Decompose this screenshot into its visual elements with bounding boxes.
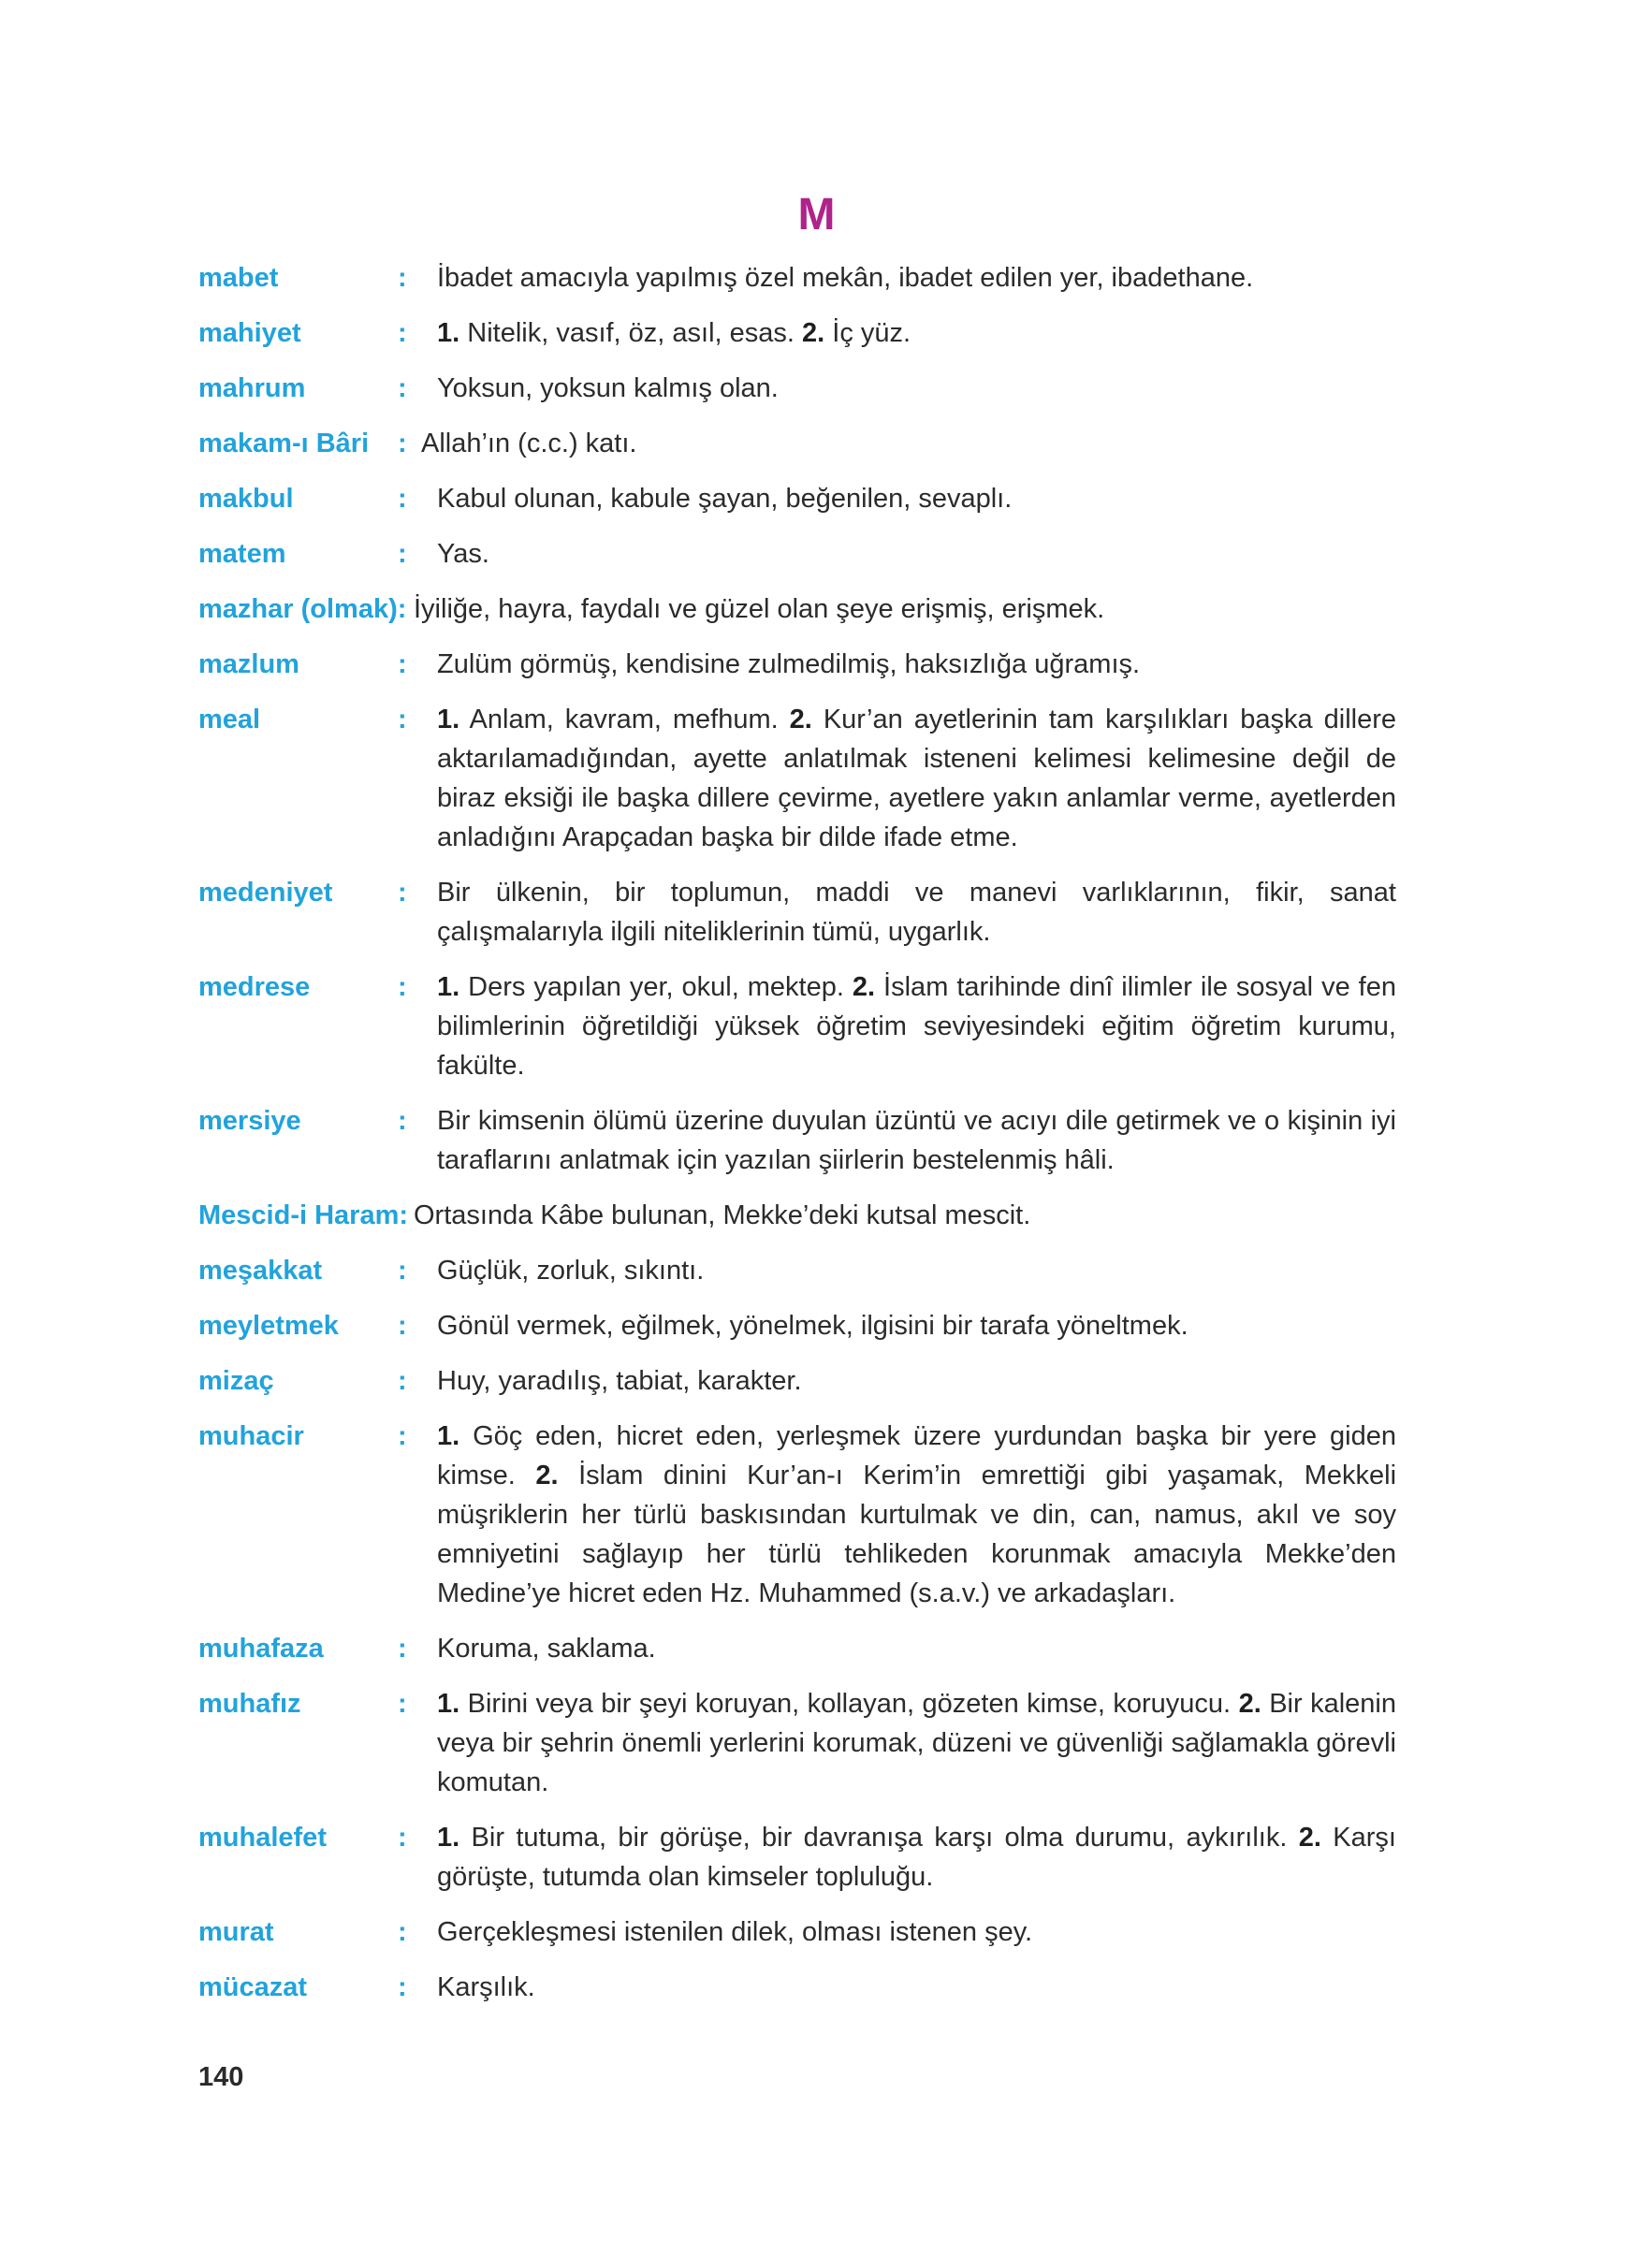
sense-number: 2. bbox=[1238, 1689, 1261, 1719]
definition-text: Gerçekleşmesi istenilen dilek, olması istenen şey. bbox=[437, 1917, 1033, 1947]
definition-text: Karşılık. bbox=[437, 1972, 535, 2002]
glossary-entry bbox=[198, 369, 1396, 408]
definition-text: İbadet amacıyla yapılmış özel mekân, ibadet edilen yer, ibadethane. bbox=[437, 263, 1254, 293]
entry-colon: : bbox=[398, 1972, 407, 2002]
definition-text: Anlam, kavram, mefhum. bbox=[459, 705, 790, 734]
definition-text: Bir kimsenin ölümü üzerine duyulan üzüntü ve acıyı dile getirmek ve o kişinin iyi taraflarını anlatmak için yazılan şiirlerin bestelenmiş hâli. bbox=[437, 1106, 1396, 1175]
glossary-entry bbox=[198, 967, 1396, 1085]
entry-term: mücazat bbox=[198, 1972, 308, 2002]
definition-text: Allah’ın (c.c.) katı. bbox=[421, 429, 637, 458]
entry-term: medrese bbox=[198, 972, 311, 1002]
entry-term: mazhar (olmak): bbox=[198, 594, 407, 624]
definition-text: Yas. bbox=[437, 539, 489, 569]
section-letter: M bbox=[797, 190, 836, 240]
entry-definition bbox=[437, 534, 1396, 574]
entry-definition bbox=[437, 1912, 1396, 1952]
definition-text: Göç eden, hicret eden, yerleşmek üzere yurdundan başka bir yere giden kimse. bbox=[437, 1421, 1396, 1490]
glossary-entry bbox=[198, 1629, 1396, 1668]
entry-definition bbox=[437, 479, 1396, 518]
glossary-entry bbox=[198, 313, 1396, 353]
glossary-entry bbox=[198, 1912, 1396, 1952]
glossary-entry bbox=[198, 873, 1396, 952]
sense-number: 1. bbox=[437, 1823, 460, 1853]
entry-term: muhafaza bbox=[198, 1634, 324, 1664]
glossary-entry bbox=[198, 645, 1396, 684]
entry-term: meal bbox=[198, 705, 261, 734]
glossary-entry bbox=[198, 589, 1396, 629]
glossary-entry bbox=[198, 258, 1396, 298]
definition-text: Karşı görüşte, tutumda olan kimseler topluluğu. bbox=[437, 1823, 1396, 1892]
entry-colon: : bbox=[398, 484, 407, 514]
entry-colon: : bbox=[398, 373, 407, 403]
glossary-entry bbox=[198, 1417, 1396, 1613]
sense-number: 1. bbox=[437, 1421, 460, 1451]
definition-text: Gönül vermek, eğilmek, yönelmek, ilgisini bir tarafa yöneltmek. bbox=[437, 1311, 1188, 1341]
entry-definition bbox=[437, 313, 1396, 353]
entry-term: mizaç bbox=[198, 1366, 274, 1396]
entry-term: meşakkat bbox=[198, 1256, 323, 1286]
sense-number: 1. bbox=[437, 318, 460, 348]
entry-term: medeniyet bbox=[198, 878, 333, 908]
sense-number: 2. bbox=[852, 972, 876, 1002]
definition-text: İslam dinini Kur’an-ı Kerim’in emrettiği gibi yaşamak, Mekkeli müşriklerin her türlü baskısından kurtulmak ve din, can, namus, akıl ve soy emniyetini sağlayıp her türlü tehlikeden korunmak amacıyla Mekke’den Medine’ye hicret eden Hz. Muhammed (s.a.v.) ve arkadaşları. bbox=[437, 1461, 1397, 1608]
page-number: 140 bbox=[198, 2062, 244, 2092]
entry-term: mazlum bbox=[198, 649, 299, 679]
definition-text: Ders yapılan yer, okul, mektep. bbox=[459, 972, 853, 1002]
sense-number: 1. bbox=[437, 705, 460, 734]
glossary-entry bbox=[198, 1251, 1396, 1290]
entry-colon: : bbox=[398, 1311, 407, 1341]
entry-term: muhafız bbox=[198, 1689, 301, 1719]
entry-definition bbox=[437, 645, 1396, 684]
entry-definition bbox=[437, 967, 1396, 1085]
entry-colon: : bbox=[398, 1917, 407, 1947]
glossary-entry bbox=[198, 1306, 1396, 1345]
entry-colon: : bbox=[398, 1421, 407, 1451]
definition-text: Ortasında Kâbe bulunan, Mekke’deki kutsal mescit. bbox=[414, 1200, 1031, 1230]
entry-definition bbox=[437, 1361, 1396, 1401]
entry-definition bbox=[437, 1306, 1396, 1345]
definition-text: Kabul olunan, kabule şayan, beğenilen, sevaplı. bbox=[437, 484, 1013, 514]
entry-term: murat bbox=[198, 1917, 274, 1947]
entry-colon: : bbox=[398, 878, 407, 908]
entry-definition bbox=[414, 1196, 1396, 1235]
entry-term: mersiye bbox=[198, 1106, 301, 1136]
entry-term: mahiyet bbox=[198, 318, 301, 348]
entry-term: makbul bbox=[198, 484, 294, 514]
entry-colon: : bbox=[398, 1366, 407, 1396]
entry-colon: : bbox=[398, 649, 407, 679]
entry-colon: : bbox=[398, 429, 407, 458]
definition-text: Yoksun, yoksun kalmış olan. bbox=[437, 373, 779, 403]
entry-colon: : bbox=[398, 263, 407, 293]
entry-term: muhacir bbox=[198, 1421, 304, 1451]
definition-text: Birini veya bir şeyi koruyan, kollayan, gözeten kimse, koruyucu. bbox=[459, 1689, 1239, 1719]
entry-colon: : bbox=[398, 1634, 407, 1664]
entry-colon: : bbox=[398, 1106, 407, 1136]
entry-colon: : bbox=[398, 539, 407, 569]
glossary-entry bbox=[198, 424, 1396, 463]
definition-text: Bir ülkenin, bir toplumun, maddi ve manevi varlıklarının, fikir, sanat çalışmalarıyla ilgili niteliklerinin tümü, uygarlık. bbox=[437, 878, 1396, 947]
sense-number: 1. bbox=[437, 972, 460, 1002]
entry-definition bbox=[437, 1968, 1396, 2007]
entry-definition bbox=[437, 1684, 1396, 1802]
entry-colon: : bbox=[398, 1689, 407, 1719]
definition-text: Bir kalenin veya bir şehrin önemli yerlerini korumak, düzeni ve güvenliği sağlamakla görevli komutan. bbox=[437, 1689, 1397, 1797]
entry-definition bbox=[437, 873, 1396, 952]
entry-definition bbox=[437, 1818, 1396, 1897]
glossary-entry bbox=[198, 479, 1396, 518]
definition-text: Bir tutuma, bir görüşe, bir davranışa karşı olma durumu, aykırılık. bbox=[459, 1823, 1299, 1853]
entry-definition bbox=[437, 1417, 1396, 1613]
sense-number: 2. bbox=[802, 318, 825, 348]
sense-number: 1. bbox=[437, 1689, 460, 1719]
entry-colon: : bbox=[398, 705, 407, 734]
glossary-entry bbox=[198, 534, 1396, 574]
glossary-entry bbox=[198, 1361, 1396, 1401]
definition-text: Zulüm görmüş, kendisine zulmedilmiş, haksızlığa uğramış. bbox=[437, 649, 1141, 679]
entry-term: meyletmek bbox=[198, 1311, 339, 1341]
entry-definition bbox=[437, 369, 1396, 408]
entry-definition bbox=[414, 589, 1396, 629]
definition-text: Huy, yaradılış, tabiat, karakter. bbox=[437, 1366, 802, 1396]
definition-text: İslam tarihinde dinî ilimler ile sosyal ve fen bilimlerinin öğretildiği yüksek öğretim seviyesindeki eğitim öğretim kurumu, fakülte. bbox=[437, 972, 1396, 1081]
entry-colon: : bbox=[398, 972, 407, 1002]
definition-text: Nitelik, vasıf, öz, asıl, esas. bbox=[459, 318, 803, 348]
definition-text: Koruma, saklama. bbox=[437, 1634, 656, 1664]
definition-text: İç yüz. bbox=[824, 318, 911, 348]
entry-term: matem bbox=[198, 539, 286, 569]
entry-definition bbox=[421, 424, 1396, 463]
entry-term: mabet bbox=[198, 263, 279, 293]
entry-term: muhalefet bbox=[198, 1823, 327, 1853]
entry-term: Mescid-i Haram: bbox=[198, 1200, 409, 1230]
entry-definition bbox=[437, 1101, 1396, 1180]
glossary-entry bbox=[198, 1968, 1396, 2007]
entry-definition bbox=[437, 1251, 1396, 1290]
glossary-entry bbox=[198, 1196, 1396, 1235]
sense-number: 2. bbox=[1298, 1823, 1321, 1853]
definition-text: Kur’an ayetlerinin tam karşılıkları başka dillere aktarılamadığından, ayette anlatılmak isteneni kelimesi kelimesine değil de biraz eksiği ile başka dillere çevirme, ayetlere yakın anlamlar verme, ayetlerden anladığını Arapçadan başka bir dilde ifade etme. bbox=[437, 705, 1396, 852]
sense-number: 2. bbox=[789, 705, 812, 734]
glossary-entry bbox=[198, 1684, 1396, 1802]
entry-definition bbox=[437, 1629, 1396, 1668]
entry-colon: : bbox=[398, 1256, 407, 1286]
definition-text: Güçlük, zorluk, sıkıntı. bbox=[437, 1256, 705, 1286]
entry-colon: : bbox=[398, 1823, 407, 1853]
glossary-list bbox=[198, 258, 1396, 2023]
definition-text: İyiliğe, hayra, faydalı ve güzel olan şeye erişmiş, erişmek. bbox=[414, 594, 1105, 624]
entry-definition bbox=[437, 700, 1396, 857]
sense-number: 2. bbox=[535, 1461, 559, 1490]
entry-term: makam-ı Bâri bbox=[198, 429, 370, 458]
glossary-entry bbox=[198, 1101, 1396, 1180]
entry-colon: : bbox=[398, 318, 407, 348]
entry-term: mahrum bbox=[198, 373, 306, 403]
glossary-entry bbox=[198, 700, 1396, 857]
entry-definition bbox=[437, 258, 1396, 298]
glossary-entry bbox=[198, 1818, 1396, 1897]
